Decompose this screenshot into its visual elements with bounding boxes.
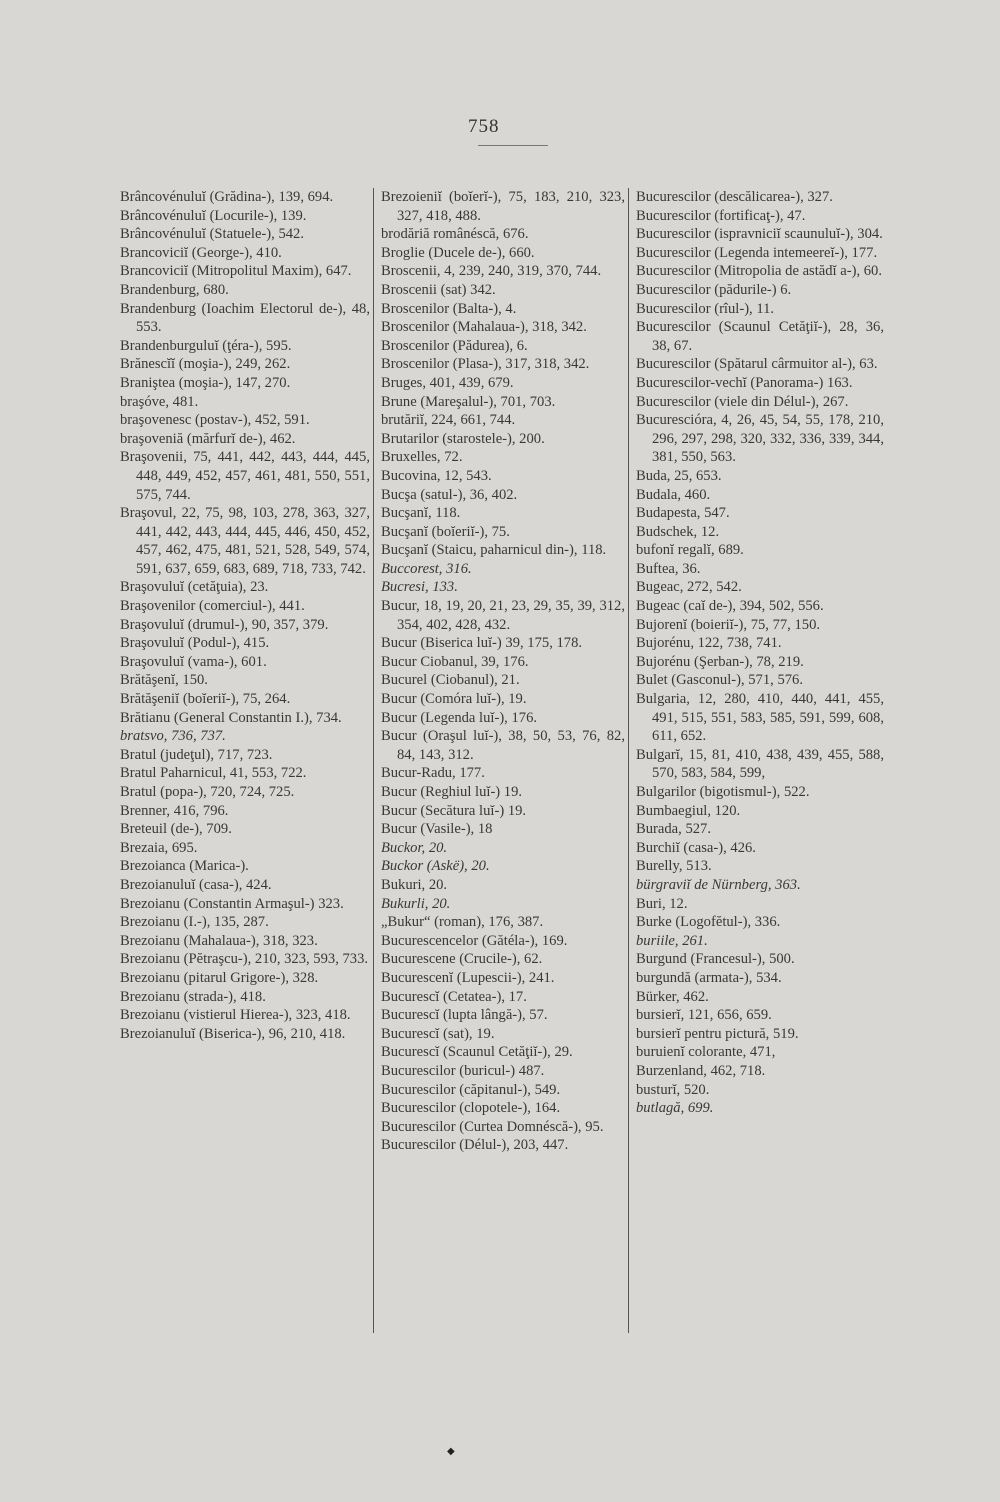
- index-entry: Braşovuluĭ (Podul-), 415.: [120, 635, 270, 652]
- index-entry: Bucurescene (Crucile-), 62.: [381, 951, 543, 968]
- index-entry: Brâncovénuluĭ (Grădina-), 139, 694.: [120, 189, 334, 205]
- index-entry: Bucurel (Ciobanul), 21.: [381, 672, 520, 689]
- index-entry: Bucresi, 133.: [381, 579, 458, 596]
- index-entry: brodăriă românéscă, 676.: [381, 226, 529, 243]
- index-entry: Brutarilor (starostele-), 200.: [381, 430, 545, 447]
- index-entry: Brenner, 416, 796.: [120, 802, 229, 819]
- index-entry: Bucşanĭ, 118.: [381, 505, 461, 522]
- index-entry: Bruxelles, 72.: [381, 449, 463, 466]
- header-rule: [478, 145, 548, 146]
- index-entry: Bucur-Radu, 177.: [381, 765, 485, 782]
- index-entry: Braşovuluĭ (vama-), 601.: [120, 653, 267, 670]
- index-entry: Bucurescilor (Spătarul cârmuitor al-), 63.: [636, 356, 878, 373]
- index-entry: Braşovuluĭ (drumul-), 90, 357, 379.: [120, 616, 329, 633]
- index-entry: Bucurescilor (Délul-), 203, 447.: [381, 1137, 569, 1154]
- index-entry: Bucurescĭ (Scaunul Cetăţiĭ-), 29.: [381, 1044, 573, 1061]
- index-entry: burgundă (armata-), 534.: [636, 969, 782, 986]
- index-entry: Braşovul, 22, 75, 98, 103, 278, 363, 327, 441, 442, 443, 444, 445, 446, 450, 452, 457, 462, 475, 481, 521, 528, 549, 574, 591, 637, 659, 683, 689, 718, 733, 742.: [120, 505, 370, 577]
- index-entry: Bucurescilor (buricul-) 487.: [381, 1062, 545, 1079]
- index-entry: Brezoieniĭ (boĭerĭ-), 75, 183, 210, 323, 327, 418, 488.: [381, 189, 625, 224]
- index-entry: Burada, 527.: [636, 821, 711, 838]
- index-entry: Bucurescióra, 4, 26, 45, 54, 55, 178, 210, 296, 297, 298, 320, 332, 336, 339, 344, 381, 550, 563.: [636, 412, 884, 466]
- page-number: 758: [468, 116, 500, 137]
- index-entry: Bucurescilor (clopotele-), 164.: [381, 1100, 561, 1117]
- index-entry: bufonĭ regalĭ, 689.: [636, 542, 744, 559]
- index-entry: Bucur (Legenda luĭ-), 176.: [381, 709, 538, 726]
- index-entry: bursierĭ pentru pictură, 519.: [636, 1025, 799, 1042]
- index-entry: butlagă, 699.: [636, 1100, 714, 1117]
- index-entry: busturĭ, 520.: [636, 1081, 710, 1098]
- index-entry: braşoveniă (mărfurĭ de-), 462.: [120, 430, 296, 447]
- index-entry: bursierĭ, 121, 656, 659.: [636, 1007, 772, 1024]
- index-entry: Brandenburg, 680.: [120, 281, 229, 298]
- index-entry: Brezoianu (pitarul Grigore-), 328.: [120, 969, 319, 986]
- index-entry: Brătianu (General Constantin I.), 734.: [120, 709, 342, 726]
- index-entry: Bucur (Reghiul luĭ-) 19.: [381, 784, 523, 800]
- index-entry: Braşovuluĭ (cetăţuia), 23.: [120, 579, 269, 596]
- index-entry: Burchiĭ (casa-), 426.: [636, 839, 756, 856]
- index-entry: Breteuil (de-), 709.: [120, 821, 232, 838]
- column-divider: [373, 188, 374, 1333]
- index-entry: Bucurescilor (Mitropolia de astădĭ a-), 60.: [636, 263, 882, 280]
- index-entry: Bucşanĭ (Staicu, paharnicul din-), 118.: [381, 542, 607, 559]
- column-divider: [628, 188, 629, 1333]
- index-entry: Bucurescilor-vechĭ (Panorama-) 163.: [636, 374, 853, 391]
- index-entry: Bucşa (satul-), 36, 402.: [381, 486, 518, 503]
- index-entry: Bumbaegiul, 120.: [636, 802, 741, 819]
- index-entry: Brezoianu (Pĕtraşcu-), 210, 323, 593, 733.: [120, 951, 369, 968]
- index-entry: Brezoianu (strada-), 418.: [120, 988, 266, 1005]
- index-entry: Brătăşeniĭ (boĭeriĭ-), 75, 264.: [120, 691, 291, 708]
- index-entry: Broscenii (sat) 342.: [381, 281, 496, 298]
- index-entry: Brâncovénuluĭ (Statuele-), 542.: [120, 226, 304, 243]
- index-entry: Bulet (Gasconul-), 571, 576.: [636, 672, 803, 689]
- index-entry: Brezoianu (Mahalaua-), 318, 323.: [120, 932, 318, 949]
- index-entry: Buckor (Askë), 20.: [381, 858, 490, 875]
- index-entry: Budapesta, 547.: [636, 505, 730, 522]
- index-entry: Bulgarĭ, 15, 81, 410, 438, 439, 455, 588, 570, 583, 584, 599,: [636, 746, 884, 782]
- index-entry: Broscenii, 4, 239, 240, 319, 370, 744.: [381, 263, 602, 280]
- index-entry: Bukurli, 20.: [381, 895, 451, 912]
- index-entry: Brandenburguluĭ (ţéra-), 595.: [120, 337, 292, 354]
- index-column-3: [636, 188, 884, 1118]
- index-entry: Broscenilor (Balta-), 4.: [381, 300, 517, 317]
- index-entry: Bucurescilor (fortificaţ-), 47.: [636, 207, 806, 224]
- index-entry: Budala, 460.: [636, 486, 711, 503]
- index-entry: Brezoianu (Constantin Armaşul-) 323.: [120, 895, 344, 912]
- index-entry: Bucurescilor (Scaunul Cetăţiĭ-), 28, 36, 38, 67.: [636, 319, 884, 354]
- index-entry: Buda, 25, 653.: [636, 467, 722, 484]
- index-entry: Bucurescenĭ (Lupescii-), 241.: [381, 969, 555, 986]
- index-entry: Braşovenii, 75, 441, 442, 443, 444, 445, 448, 449, 452, 457, 461, 481, 550, 551, 575, 744.: [120, 449, 370, 503]
- index-entry: Brezaia, 695.: [120, 839, 198, 856]
- index-entry: „Bukur“ (roman), 176, 387.: [381, 914, 544, 931]
- index-entry: Branişteа (moşia-), 147, 270.: [120, 374, 291, 391]
- index-entry: Budschek, 12.: [636, 523, 720, 540]
- index-entry: Bucurescĭ (sat), 19.: [381, 1025, 495, 1042]
- ornament-icon: ◆: [447, 1446, 455, 1457]
- index-entry: Bulgaria, 12, 280, 410, 440, 441, 455, 491, 515, 551, 583, 585, 591, 599, 608, 611, 652.: [636, 691, 884, 745]
- index-entry: Bujorenĭ (boieriĭ-), 75, 77, 150.: [636, 616, 821, 633]
- index-entry: Bujorénu, 122, 738, 741.: [636, 635, 782, 652]
- index-entry: Bucurescilor (rîul-), 11.: [636, 300, 775, 317]
- index-entry: Bucur (Comóra luĭ-), 19.: [381, 691, 527, 708]
- index-entry: Burelly, 513.: [636, 858, 712, 875]
- index-entry: Bratul (judeţul), 717, 723.: [120, 746, 273, 763]
- index-entry: braşóve, 481.: [120, 393, 199, 410]
- index-column-2: [381, 188, 625, 1155]
- index-entry: Brezoianuluĭ (Biserica-), 96, 210, 418.: [120, 1025, 346, 1042]
- index-entry: Broscenilor (Pădurea), 6.: [381, 337, 528, 354]
- index-entry: Burgund (Francesul-), 500.: [636, 951, 795, 968]
- index-entry: Bucşanĭ (boĭeriĭ-), 75.: [381, 523, 510, 540]
- index-entry: Brâncovénuluĭ (Locurile-), 139.: [120, 207, 307, 224]
- index-entry: bratsvo, 736, 737.: [120, 728, 226, 745]
- index-entry: Bucurescilor (căpitanul-), 549.: [381, 1081, 561, 1098]
- index-entry: Bürker, 462.: [636, 988, 709, 1005]
- index-entry: Bucur (Oraşul luĭ-), 38, 50, 53, 76, 82, 84, 143, 312.: [381, 728, 625, 763]
- index-entry: buruienĭ colorante, 471,: [636, 1044, 776, 1061]
- index-entry: Brune (Mareşalul-), 701, 703.: [381, 393, 556, 410]
- index-entry: Bucurescilor (descălicarea-), 327.: [636, 189, 833, 205]
- index-entry: Bucurescilor (ispravniciĭ scaunuluĭ-), 304.: [636, 226, 883, 243]
- index-entry: brutăriĭ, 224, 661, 744.: [381, 412, 516, 429]
- index-entry: Bucurescencelor (Gătéla-), 169.: [381, 932, 568, 949]
- index-entry: Broscenilor (Plasa-), 317, 318, 342.: [381, 356, 590, 373]
- index-entry: Brancoviciĭ (George-), 410.: [120, 244, 282, 261]
- index-entry: Broglie (Ducele de-), 660.: [381, 244, 535, 261]
- index-entry: Braşovenilor (comerciul-), 441.: [120, 598, 305, 615]
- index-entry: buriile, 261.: [636, 932, 708, 949]
- index-entry: Brezoianca (Marica-).: [120, 858, 249, 875]
- index-entry: Bucur (Biserica luĭ-) 39, 175, 178.: [381, 635, 583, 652]
- index-entry: Bucurescĭ (Cetatea-), 17.: [381, 988, 527, 1005]
- index-entry: Bulgarilor (bigotismul-), 522.: [636, 784, 810, 800]
- index-entry: bürgraviĭ de Nürnberg, 363.: [636, 876, 801, 893]
- index-entry: Broscenilor (Mahalaua-), 318, 342.: [381, 319, 587, 336]
- index-entry: Bucur Ciobanul, 39, 176.: [381, 653, 529, 670]
- index-entry: Bucurescilor (Legenda intemeereĭ-), 177.: [636, 244, 878, 261]
- index-entry: Bukuri, 20.: [381, 876, 448, 893]
- index-entry: Brătăşenĭ, 150.: [120, 672, 208, 689]
- index-entry: Bucurescilor (viele din Délul-), 267.: [636, 393, 849, 410]
- index-entry: Buckor, 20.: [381, 839, 448, 856]
- index-entry: Buccorest, 316.: [381, 560, 472, 577]
- index-entry: Bucurescilor (pădurile-) 6.: [636, 281, 792, 298]
- index-entry: Burke (Logofĕtul-), 336.: [636, 914, 781, 931]
- index-entry: Bucurescilor (Curtea Domnéscă-), 95.: [381, 1118, 604, 1135]
- index-entry: Buftea, 36.: [636, 560, 701, 577]
- index-entry: Bujorénu (Şerban-), 78, 219.: [636, 653, 804, 670]
- index-entry: Brancoviciĭ (Mitropolitul Maxim), 647.: [120, 263, 352, 280]
- index-entry: Bucur, 18, 19, 20, 21, 23, 29, 35, 39, 312, 354, 402, 428, 432.: [381, 598, 625, 633]
- index-entry: Bucur (Vasile-), 18: [381, 821, 493, 838]
- index-entry: Bucur (Secătura luĭ-) 19.: [381, 802, 527, 819]
- index-entry: Bucovina, 12, 543.: [381, 467, 492, 484]
- index-entry: braşovenesc (postav-), 452, 591.: [120, 412, 310, 429]
- index-entry: Bratul Paharnicul, 41, 553, 722.: [120, 765, 307, 782]
- index-entry: Brandenburg (Ioachim Electorul de-), 48, 553.: [120, 300, 370, 336]
- index-entry: Brănescĭĭ (moşia-), 249, 262.: [120, 356, 291, 373]
- index-entry: Burzenland, 462, 718.: [636, 1062, 766, 1079]
- index-entry: Brezoianu (vistierul Hierea-), 323, 418.: [120, 1007, 351, 1024]
- index-entry: Brezoianuluĭ (casa-), 424.: [120, 876, 272, 893]
- index-column-1: [120, 188, 370, 1043]
- index-entry: Bugeac, 272, 542.: [636, 579, 742, 596]
- index-entry: Buri, 12.: [636, 895, 688, 912]
- index-entry: Bugeac (caĭ de-), 394, 502, 556.: [636, 598, 824, 615]
- index-entry: Brezoianu (I.-), 135, 287.: [120, 914, 269, 931]
- index-entry: Bucurescĭ (lupta lângă-), 57.: [381, 1007, 548, 1024]
- index-entry: Bratul (popa-), 720, 724, 725.: [120, 784, 295, 800]
- index-entry: Bruges, 401, 439, 679.: [381, 374, 514, 391]
